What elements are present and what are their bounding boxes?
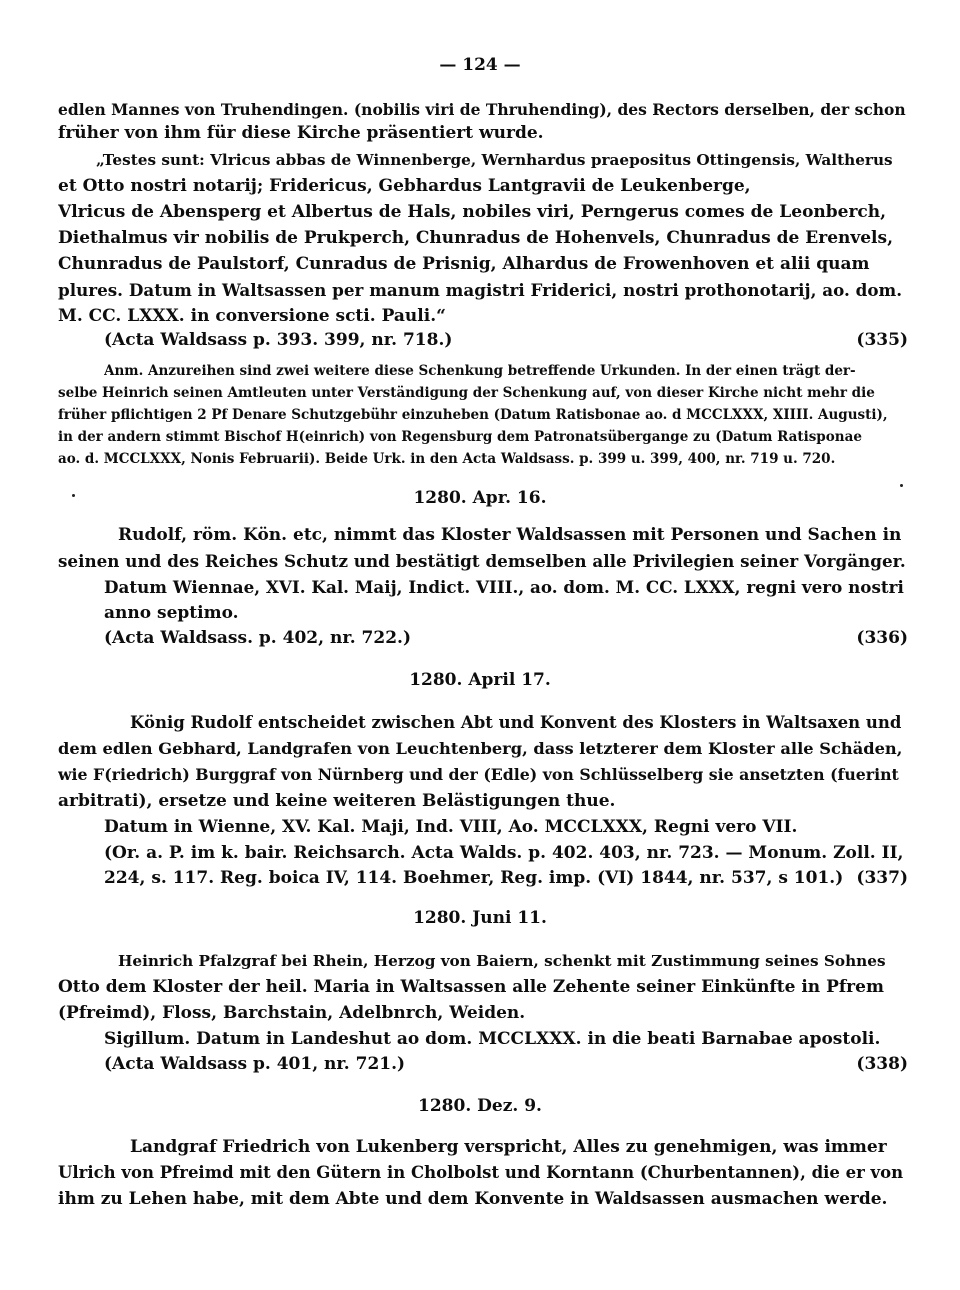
document-number: (338) [856,1054,908,1074]
quote-line: Diethalmus vir nobilis de Prukperch, Chunradus de Hohenvels, Chunradus de Erenvels, [58,228,894,248]
text-line: Otto dem Kloster der heil. Maria in Waltsassen alle Zehente seiner Einkünfte in Pfrem [58,977,884,997]
document-date: 1280. Juni 11. [413,908,547,928]
document-number: (337) [856,868,908,888]
print-speck [900,484,903,487]
quote-line: Vlricus de Abensperg et Albertus de Hals, nobiles viri, Perngerus comes de Leonberch, [58,202,887,222]
text-line: Sigillum. Datum in Landeshut ao dom. MCCLXXX. in die beati Barnabae apostoli. [104,1029,881,1049]
text-line: Datum Wiennae, XVI. Kal. Maij, Indict. VIII., ao. dom. M. CC. LXXX, regni vero nostri [104,577,904,597]
note-line: ao. d. MCCLXXX, Nonis Februarii). Beide Urk. in den Acta Waldsass. p. 399 u. 399, 400, nr. 719 u. 720. [58,451,836,467]
source-row [104,330,908,350]
source-citation: (Acta Waldsass. p. 402, nr. 722.) [104,628,411,648]
text-line: König Rudolf entscheidet zwischen Abt und Konvent des Klosters in Waltsaxen und [130,713,902,732]
document-number: (335) [856,330,908,350]
note-line: früher pflichtigen 2 Pf Denare Schutzgebühr einzuheben (Datum Ratisbonae ao. d MCCLXXX, XIIII. Augusti), [58,407,888,423]
source-row [104,1054,908,1074]
text-line: Datum in Wienne, XV. Kal. Maji, Ind. VIII, Ao. MCCLXXX, Regni vero VII. [104,817,798,837]
note-line: Anm. Anzureihen sind zwei weitere diese Schenkung betreffende Urkunden. In der einen trägt der- [104,363,856,379]
source-line: (Or. a. P. im k. bair. Reichsarch. Acta Walds. p. 402. 403, nr. 723. — Monum. Zoll. II, [104,843,904,863]
text-line: (Pfreimd), Floss, Barchstain, Adelbnrch, Weiden. [58,1003,526,1023]
quote-line: M. CC. LXXX. in conversione scti. Pauli.“ [58,306,446,326]
quote-line: Chunradus de Paulstorf, Cunradus de Prisnig, Alhardus de Frowenhoven et alii quam [58,254,870,274]
document-date: 1280. Dez. 9. [418,1096,542,1116]
text-line: Ulrich von Pfreimd mit den Gütern in Cholbolst und Korntann (Churbentannen), die er von [58,1163,904,1182]
text-line: arbitrati), ersetze und keine weiteren Belästigungen thue. [58,791,616,811]
quote-line: et Otto nostri notarij; Fridericus, Gebhardus Lantgravii de Leukenberge, [58,176,751,196]
document-number: (336) [856,628,908,648]
text-line: früher von ihm für diese Kirche präsentiert wurde. [58,123,544,143]
source-citation: (Acta Waldsass p. 401, nr. 721.) [104,1054,406,1074]
note-line: selbe Heinrich seinen Amtleuten unter Verständigung der Schenkung auf, von dieser Kirche nicht mehr die [58,385,875,401]
source-row [104,868,908,888]
page-number: — 124 — [439,55,521,75]
text-line: ihm zu Lehen habe, mit dem Abte und dem Konvente in Waldsassen ausmachen werde. [58,1189,888,1209]
source-row [104,628,908,648]
text-line: wie F(riedrich) Burggraf von Nürnberg und der (Edle) von Schlüsselberg sie ansetzten (fuerint [58,765,899,784]
text-line: Rudolf, röm. Kön. etc, nimmt das Kloster Waldsassen mit Personen und Sachen in [118,525,902,545]
text-line: edlen Mannes von Truhendingen. (nobilis viri de Thruhending), des Rectors derselben, der schon [58,100,906,119]
document-date: 1280. Apr. 16. [413,488,547,508]
source-citation: 224, s. 117. Reg. boica IV, 114. Boehmer, Reg. imp. (VI) 1844, nr. 537, s 101.) [104,868,844,888]
text-line: seinen und des Reiches Schutz und bestätigt demselben alle Privilegien seiner Vorgänger. [58,551,906,571]
text-line: Landgraf Friedrich von Lukenberg verspricht, Alles zu genehmigen, was immer [130,1137,887,1157]
source-citation: (Acta Waldsass p. 393. 399, nr. 718.) [104,330,453,350]
note-line: in der andern stimmt Bischof H(einrich) von Regensburg dem Patronatsübergange zu (Datum Ratisponae [58,429,862,445]
text-line: Heinrich Pfalzgraf bei Rhein, Herzog von Baiern, schenkt mit Zustimmung seines Sohnes [118,952,886,970]
quote-line: „Testes sunt: Vlricus abbas de Winnenberge, Wernhardus praepositus Ottingensis, Waltherus [96,151,893,169]
document-date: 1280. April 17. [409,670,551,690]
quote-line: plures. Datum in Waltsassen per manum magistri Friderici, nostri prothonotarij, ao. dom. [58,280,903,300]
text-line: anno septimo. [104,603,239,623]
text-line: dem edlen Gebhard, Landgrafen von Leuchtenberg, dass letzterer dem Kloster alle Schäden, [58,739,903,758]
